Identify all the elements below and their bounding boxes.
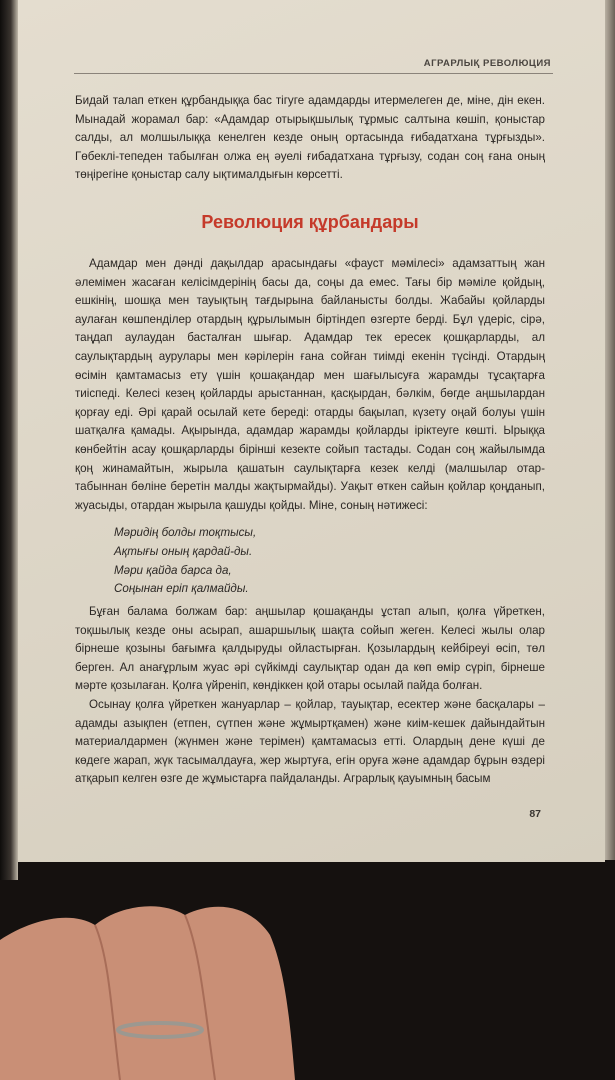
section-title: Революция құрбандары [201,212,419,232]
main-paragraph: Адамдар мен дәнді дақылдар арасындағы «фауст мәмілесі» адамзаттың жан әлемімен жасаған келісімдерінің басы да, соңы да емес. Тағы бір мәміле қойдың, ешкінің, шошқа мен тауықтың тағдырына байланысты болды. Жабайы қойларды аулаған көшпенділер отардың құрылымын біртіндеп өзгерте берді. Бұл үдеріс, сірә, таңдап аулаудан басталған шығар. Адамдар тек ересек қошқарларды, ал саулықтардың аурулары мен кәрілерін ғана сойған тиімді екенін түсінді. Отардың өсімін қамтамасыз ету үшін қошақандар мен шағылысуға жарамды тұсақтарға тиіспеді. Келесі кезең қойларды арыстаннан, қасқырдан, бәлкім, бөгде аңшылардан қорғау еді. Әрі қарай осылай кете береді: отарды бақылап, күзету оңай болуы үшін шатқалға қамады. Ақырында, адамдар жарамды қойларды іріктеуге көшті. Ырыққа көнбейтін асау қошқарларды бірінші кезекте сойып тастады. Содан соң жайылымда қоң жинамайтын, жырыла қашатын саулықтарға кезек келді (малшылар отар-табыннан бөліне беретін малды жақтырмайды). Уақыт өткен сайын қойлар қоңданып, жуасыды, отардан жырыла қашуды қойды. Міне, соның нәтижесі: [75,257,545,512]
verse-line: Соңынан еріп қалмайды. [114,582,249,596]
intro-text [75,92,545,185]
book-edge-right [605,0,615,860]
book-spine-left [0,0,18,880]
verse-line: Мәридің болды тоқтысы, [114,526,257,539]
main-text [75,255,545,515]
intro-paragraph: Бидай талап еткен құрбандыққа бас тігуге адамдарды итермелеген де, міне, дін екен. Мынадай жорамал бар: «Адамдар отырықшылық тұрмыс салтына көшіп, қоныстар салды, ал молшылыққа кенелген кезде оның ортасында ғибадатхана тұрғызды». Гөбеклі-тепеден табылған олжа ең әуелі ғибадатхана тұрғызу, содан соң ғана оның төңірегіне қоныстар салу ықтималдығын көрсетті. [75,94,545,182]
thumb-image [0,880,300,1080]
running-header: АГРАРЛЫҚ РЕВОЛЮЦИЯ [423,58,551,69]
verse-line: Ақтығы оның қардай-ды. [114,544,253,558]
after-text [75,603,545,789]
verse-line: Мәри қайда барса да, [114,563,232,577]
verse-block [114,524,256,599]
body-paragraph: Бұған балама болжам бар: аңшылар қошақанды ұстап алып, қолға үйреткен, тоқшылық кезде оны асырап, ашаршылық шақта сойып жеген. Келесі жылы олар бірнеше қозыны бағымға қалдыруды ойластырған. Қозылардың кейбіреуі өсіп, төл берген. Ал анағұрлым жуас әрі сүйкімді саулықтар одан да көп өмір сүріп, бірнеше мәрте қозылаған. Қолға үйреніп, көндіккен қой отары осылай пайда болған. [75,605,545,693]
book-page [18,0,605,862]
header-divider [74,73,553,74]
body-paragraph: Осынау қолға үйреткен жануарлар – қойлар, тауықтар, есектер және басқалары – адамды азықпен (етпен, сүтпен және жұмыртқамен) және киім-кешек дайындайтын материалдармен (жүнмен және терімен) қамтамасыз етті. Олардың дене күші де көдеге жарап, жүк тасымалдауға, жер жыртуға, егін оруға және адамдар бұрын өздері атқарып келген өзге де жұмыстарға пайдаланды. Аграрлық қауымның басым [75,697,545,786]
page-number: 87 [529,808,541,820]
